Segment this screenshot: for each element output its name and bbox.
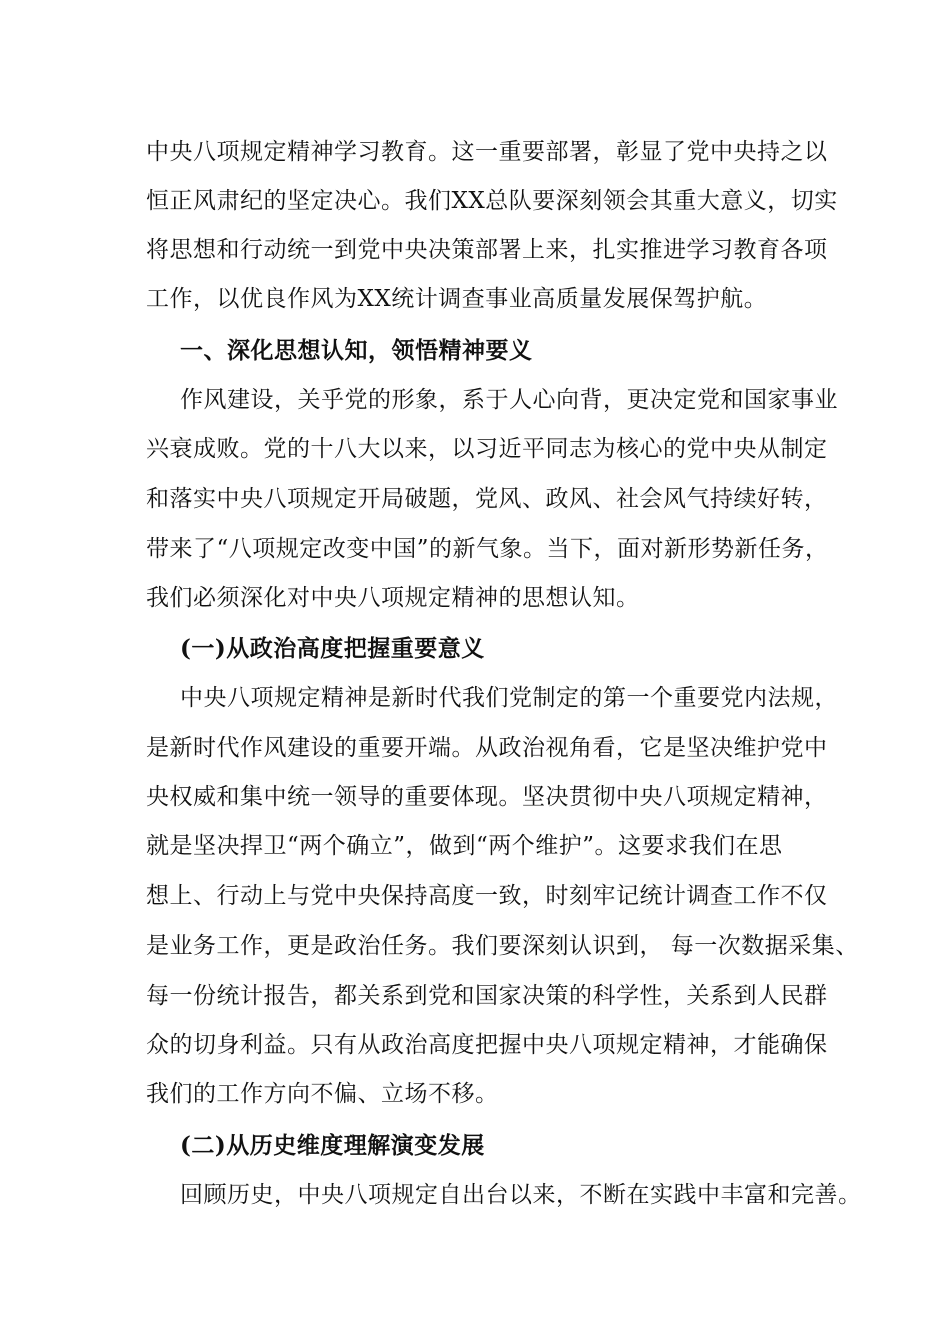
body-text-line: 中央八项规定精神是新时代我们党制定的第一个重要党内法规， — [180, 685, 838, 711]
body-text-line: 恒正风肃纪的坚定决心。我们XX总队要深刻领会其重大意义，切实 — [146, 188, 838, 214]
body-text-line: 作风建设，关乎党的形象，系于人心向背，更决定党和国家事业 — [180, 387, 838, 413]
body-text-line: 中央八项规定精神学习教育。这一重要部署，彰显了党中央持之以 — [146, 139, 828, 165]
body-text-line: 兴衰成败。党的十八大以来，以习近平同志为核心的党中央从制定 — [146, 436, 828, 462]
subsection-heading: (一)从政治高度把握重要意义 — [180, 635, 485, 662]
body-text-line: 是业务工作，更是政治任务。我们要深刻认识到， 每一次数据采集、 — [146, 933, 859, 959]
body-text-line: 就是坚决捍卫“两个确立”，做到“两个维护”。这要求我们在思 — [146, 833, 783, 859]
subsection-heading: (二)从历史维度理解演变发展 — [180, 1132, 485, 1159]
body-text-line: 是新时代作风建设的重要开端。从政治视角看，它是坚决维护党中 — [146, 735, 828, 761]
section-heading: 一、深化思想认知，领悟精神要义 — [180, 337, 533, 364]
body-text-line: 我们的工作方向不偏、立场不移。 — [146, 1081, 499, 1107]
body-text-line: 我们必须深化对中央八项规定精神的思想认知。 — [146, 585, 640, 611]
body-text-line: 央权威和集中统一领导的重要体现。坚决贯彻中央八项规定精神， — [146, 784, 828, 810]
body-text-line: 众的切身利益。只有从政治高度把握中央八项规定精神，才能确保 — [146, 1032, 828, 1058]
body-text-line: 回顾历史，中央八项规定自出台以来，不断在实践中丰富和完善。 — [180, 1182, 862, 1208]
body-text-line: 每一份统计报告，都关系到党和国家决策的科学性，关系到人民群 — [146, 983, 828, 1009]
body-text-line: 工作，以优良作风为XX统计调查事业高质量发展保驾护航。 — [146, 286, 768, 312]
body-text-line: 想上、行动上与党中央保持高度一致，时刻牢记统计调查工作不仅 — [146, 883, 828, 909]
body-text-line: 带来了“八项规定改变中国”的新气象。当下，面对新形势新任务， — [146, 536, 829, 562]
body-text-line: 将思想和行动统一到党中央决策部署上来，扎实推进学习教育各项 — [146, 237, 828, 263]
body-text-line: 和落实中央八项规定开局破题，党风、政风、社会风气持续好转， — [146, 486, 828, 512]
